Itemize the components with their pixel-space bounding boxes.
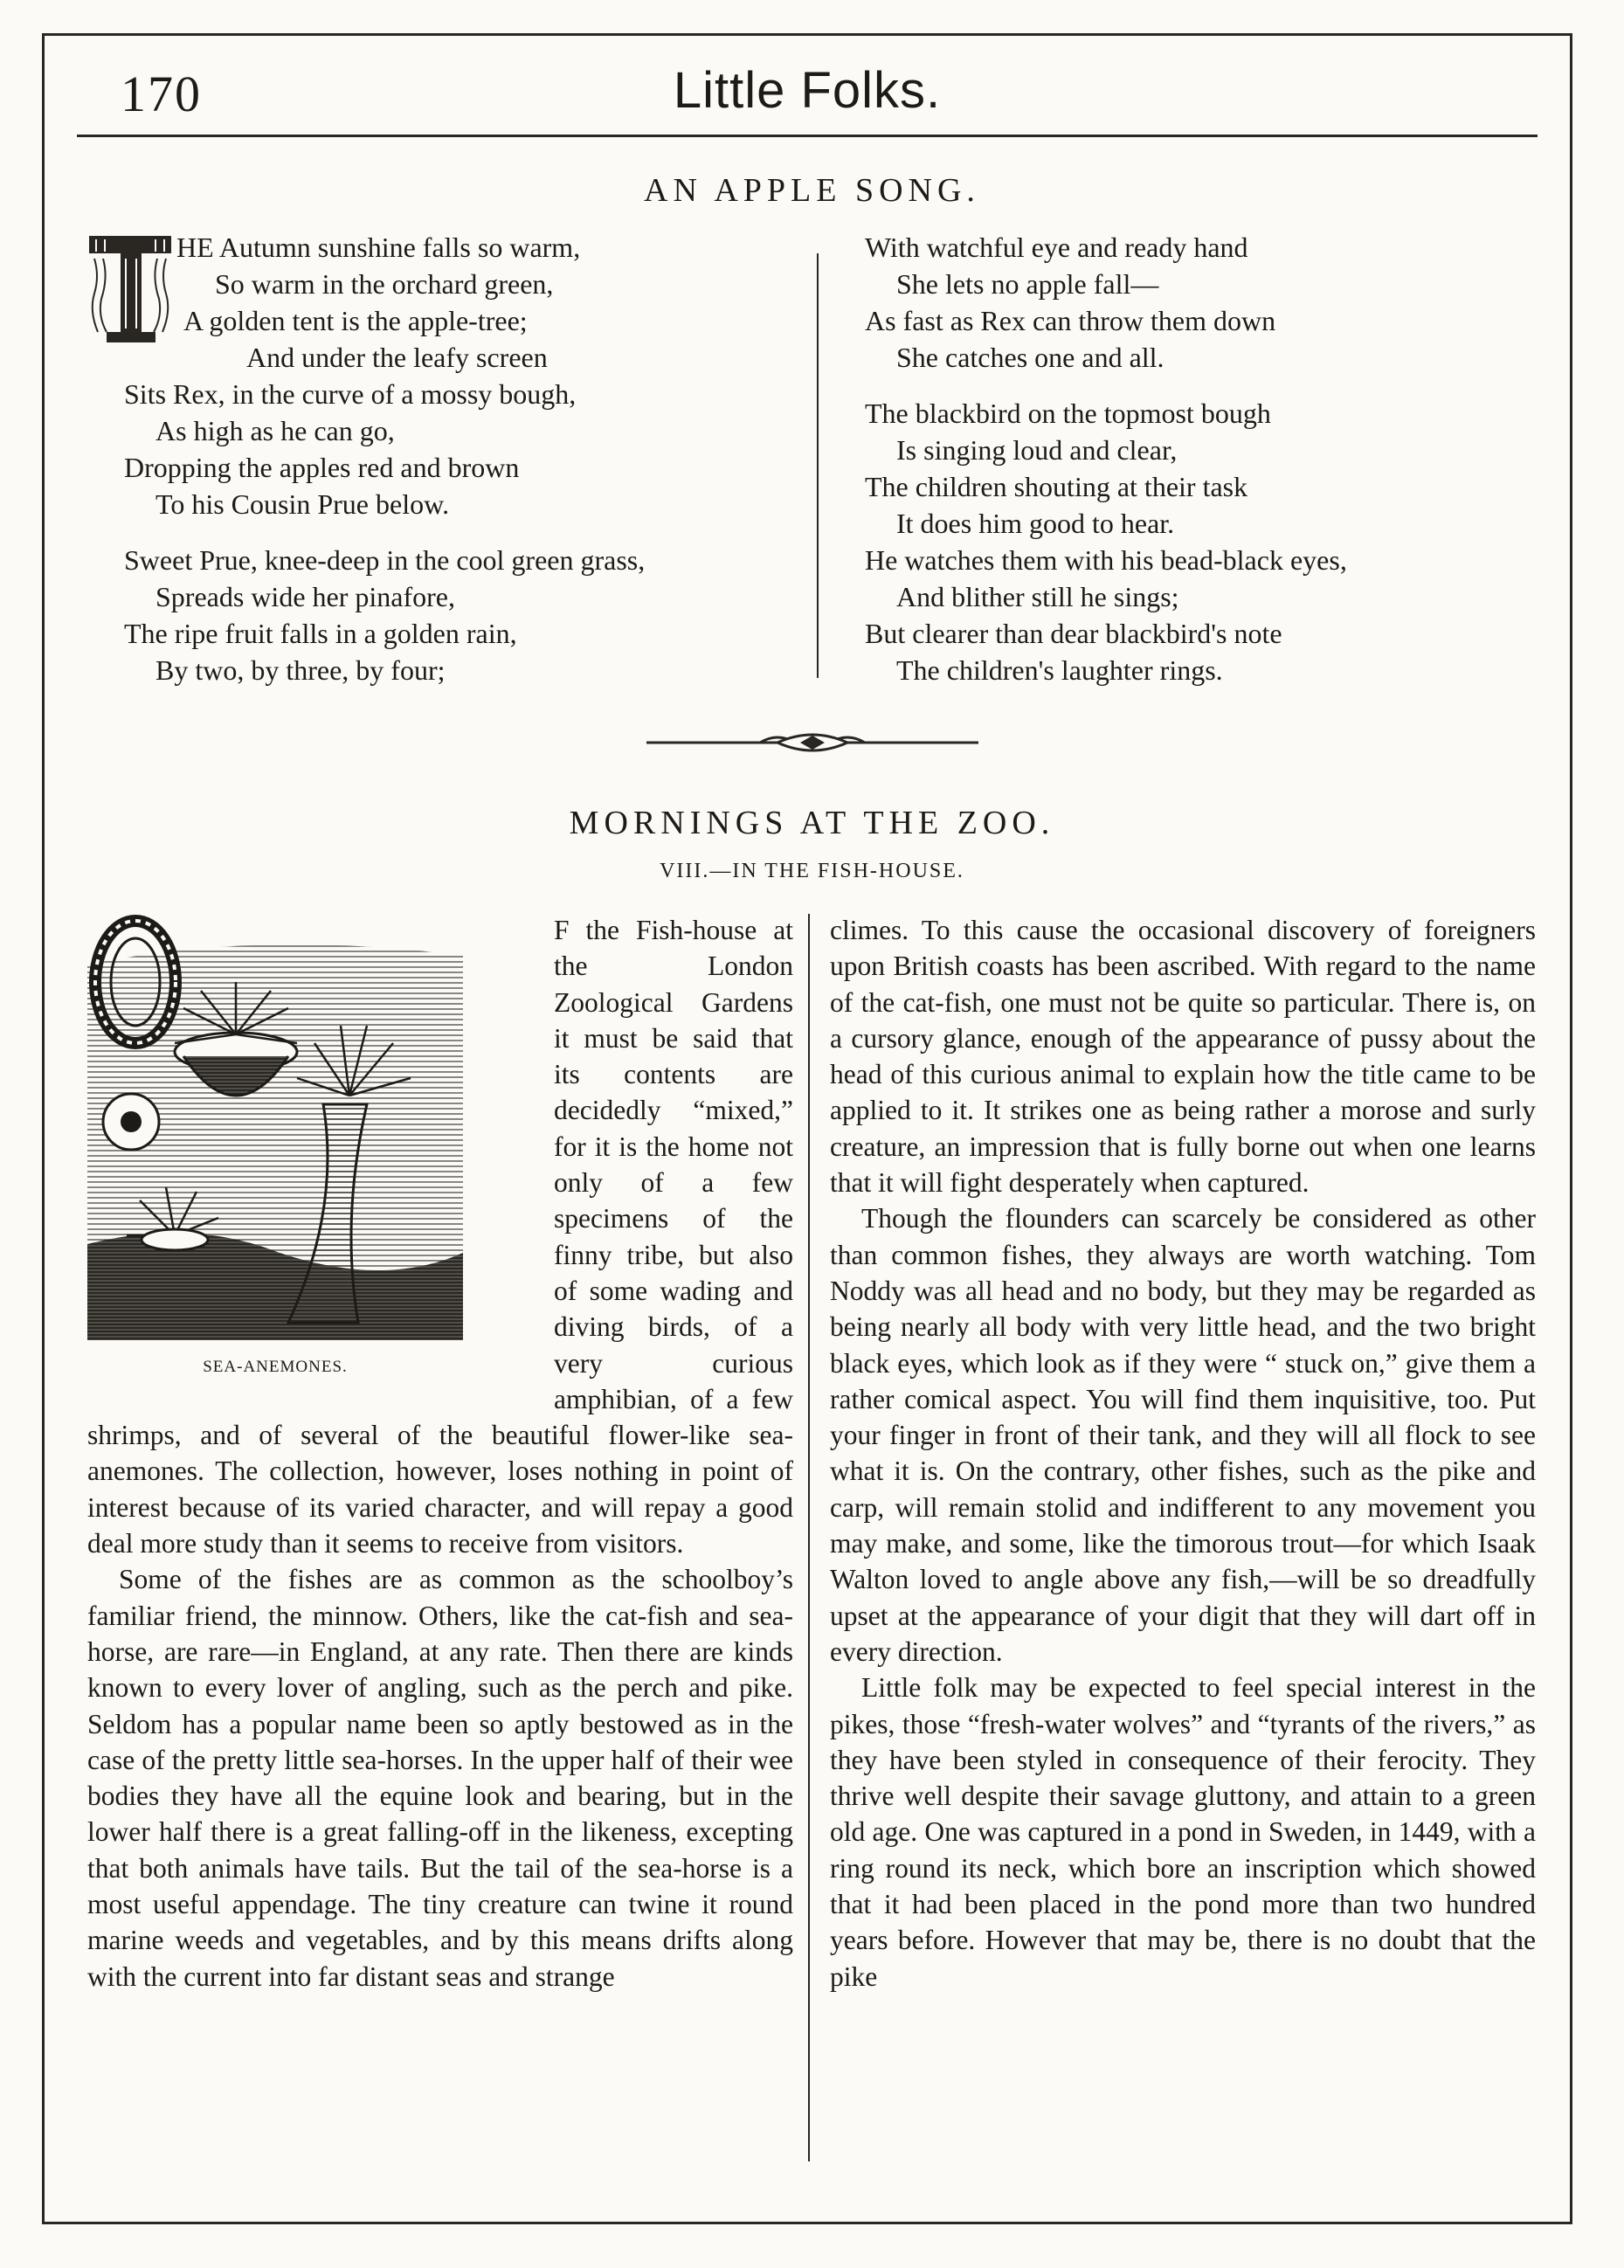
poem-line: Sweet Prue, knee-deep in the cool green grass, bbox=[124, 544, 646, 576]
poem-line: A golden tent is the apple-tree; bbox=[183, 305, 528, 336]
poem-title: AN APPLE SONG. bbox=[644, 172, 980, 209]
poem-line: Spreads wide her pinafore, bbox=[155, 581, 455, 612]
figure-caption: SEA-ANEMONES. bbox=[203, 1358, 348, 1376]
magazine-title: Little Folks. bbox=[673, 62, 942, 119]
poem-line: He watches them with his bead-black eyes, bbox=[865, 544, 1347, 576]
poem-stanza bbox=[865, 229, 1564, 376]
poem-stanza bbox=[124, 229, 805, 522]
poem-line: The children shouting at their task bbox=[865, 471, 1248, 502]
poem-line: Is singing loud and clear, bbox=[896, 434, 1178, 466]
poem-left-column bbox=[124, 229, 805, 708]
poem-stanza bbox=[865, 395, 1564, 688]
paragraph: Some of the fishes are as common as the schoolboy’s familiar friend, the minnow. Others, like the cat-fish and sea-horse, are rare—in England, at any rate. Then there are kinds known to every lover of angling, such as the perch and pike. Seldom has a popular name been so aptly bestowed as in the case of the pretty little sea-horses. In the upper half of their wee bodies they have all the equine look and bearing, but in the lower half there is a great falling-off in the likeness, excepting that both animals have tails. But the tail of the sea-horse is a most useful appendage. The tiny creature can twine it round marine weeds and vegetables, and by this means drifts along with the current into far distant seas and strange bbox=[87, 1564, 793, 1992]
poem-line: And blither still he sings; bbox=[896, 581, 1179, 612]
article-column-rule bbox=[808, 914, 810, 2161]
poem-line: The blackbird on the topmost bough bbox=[865, 398, 1271, 429]
poem-line: And under the leafy screen bbox=[246, 342, 548, 373]
poem-line: To his Cousin Prue below. bbox=[155, 488, 450, 520]
section-ornament bbox=[646, 727, 978, 758]
poem-line: With watchful eye and ready hand bbox=[865, 232, 1248, 263]
article-subtitle: VIII.—IN THE FISH-HOUSE. bbox=[660, 860, 964, 882]
paragraph: F the Fish-house at the London Zoological Gardens it must be said that its contents are decidedly “mixed,” for it is the home not only of a few specimens of the finny tribe, but also of some wading and diving birds, of a very curious amphibian, of a few shrimps, and of several of the beautiful flower-like sea-anemones. The collection, however, loses nothing in point of interest because of its varied character, and will repay a good deal more study than it seems to receive from visitors. bbox=[87, 915, 793, 1559]
running-head bbox=[77, 61, 1538, 137]
poem-line: It does him good to hear. bbox=[896, 508, 1175, 539]
poem-line: The ripe fruit falls in a golden rain, bbox=[124, 618, 517, 649]
article-title: MORNINGS AT THE ZOO. bbox=[569, 805, 1055, 841]
poem-line: The children's laughter rings. bbox=[896, 654, 1223, 686]
poem-line: She lets no apple fall— bbox=[896, 268, 1159, 300]
paragraph: climes. To this cause the occasional discovery of foreigners upon British coasts has been ascribed. With regard to the name of the cat-fish, one must not be quite so particular. There is, on a cursory glance, enough of the appearance of pussy about the head of this curious animal to explain how the title came to be applied to it. It strikes one as being rather a morose and surly creature, an impression that is fully borne out when one learns that it will fight desperately when captured. bbox=[830, 915, 1536, 1199]
paragraph: Though the flounders can scarcely be considered as other than common fishes, they always are worth watching. Tom Noddy was all head and no body, but they may be regarded as being nearly all body with very little head, and the two bright black eyes, which look as if they were “ stuck on,” give them a rather comical aspect. You will find them inquisitive, too. Put your finger in front of their tank, and they will all flock to see what it is. On the contrary, other fishes, such as the pike and carp, will remain stolid and indifferent to any movement you may make, and some, like the timorous trout—for which Isaak Walton loved to angle above any fish,—will be so dreadfully upset at the appearance of your digit that they will dart off in every direction. bbox=[830, 1203, 1536, 1667]
poem-line: By two, by three, by four; bbox=[155, 654, 446, 686]
poem-line: As high as he can go, bbox=[155, 415, 395, 446]
poem-line: HE Autumn sunshine falls so warm, bbox=[176, 232, 581, 263]
paragraph: Little folk may be expected to feel special interest in the pikes, those “fresh-water wolves” and “tyrants of the rivers,” as they have been styled in consequence of their ferocity. They thrive well despite their savage gluttony, and attain to a green old age. One was captured in a pond in Sweden, in 1449, with a ring round its neck, which bore an inscription which showed that it had been placed in the pond more than two hundred years before. However that may be, there is no doubt that the pike bbox=[830, 1672, 1536, 1992]
poem-line: As fast as Rex can throw them down bbox=[865, 305, 1276, 336]
article-right-column bbox=[830, 912, 1536, 1995]
poem-line: Dropping the apples red and brown bbox=[124, 452, 520, 483]
article-left-column bbox=[87, 912, 793, 1995]
poem-line: Sits Rex, in the curve of a mossy bough, bbox=[124, 378, 577, 410]
poem-stanza bbox=[124, 542, 805, 688]
poem-line: But clearer than dear blackbird's note bbox=[865, 618, 1282, 649]
article-drop-cap bbox=[87, 912, 183, 1052]
poem-right-column bbox=[865, 229, 1564, 708]
page-number: 170 bbox=[121, 66, 202, 122]
sea-anemones-figure bbox=[87, 912, 542, 1384]
poem-line: So warm in the orchard green, bbox=[215, 268, 554, 300]
poem-line: She catches one and all. bbox=[896, 342, 1164, 373]
poem-column-rule bbox=[817, 253, 819, 678]
